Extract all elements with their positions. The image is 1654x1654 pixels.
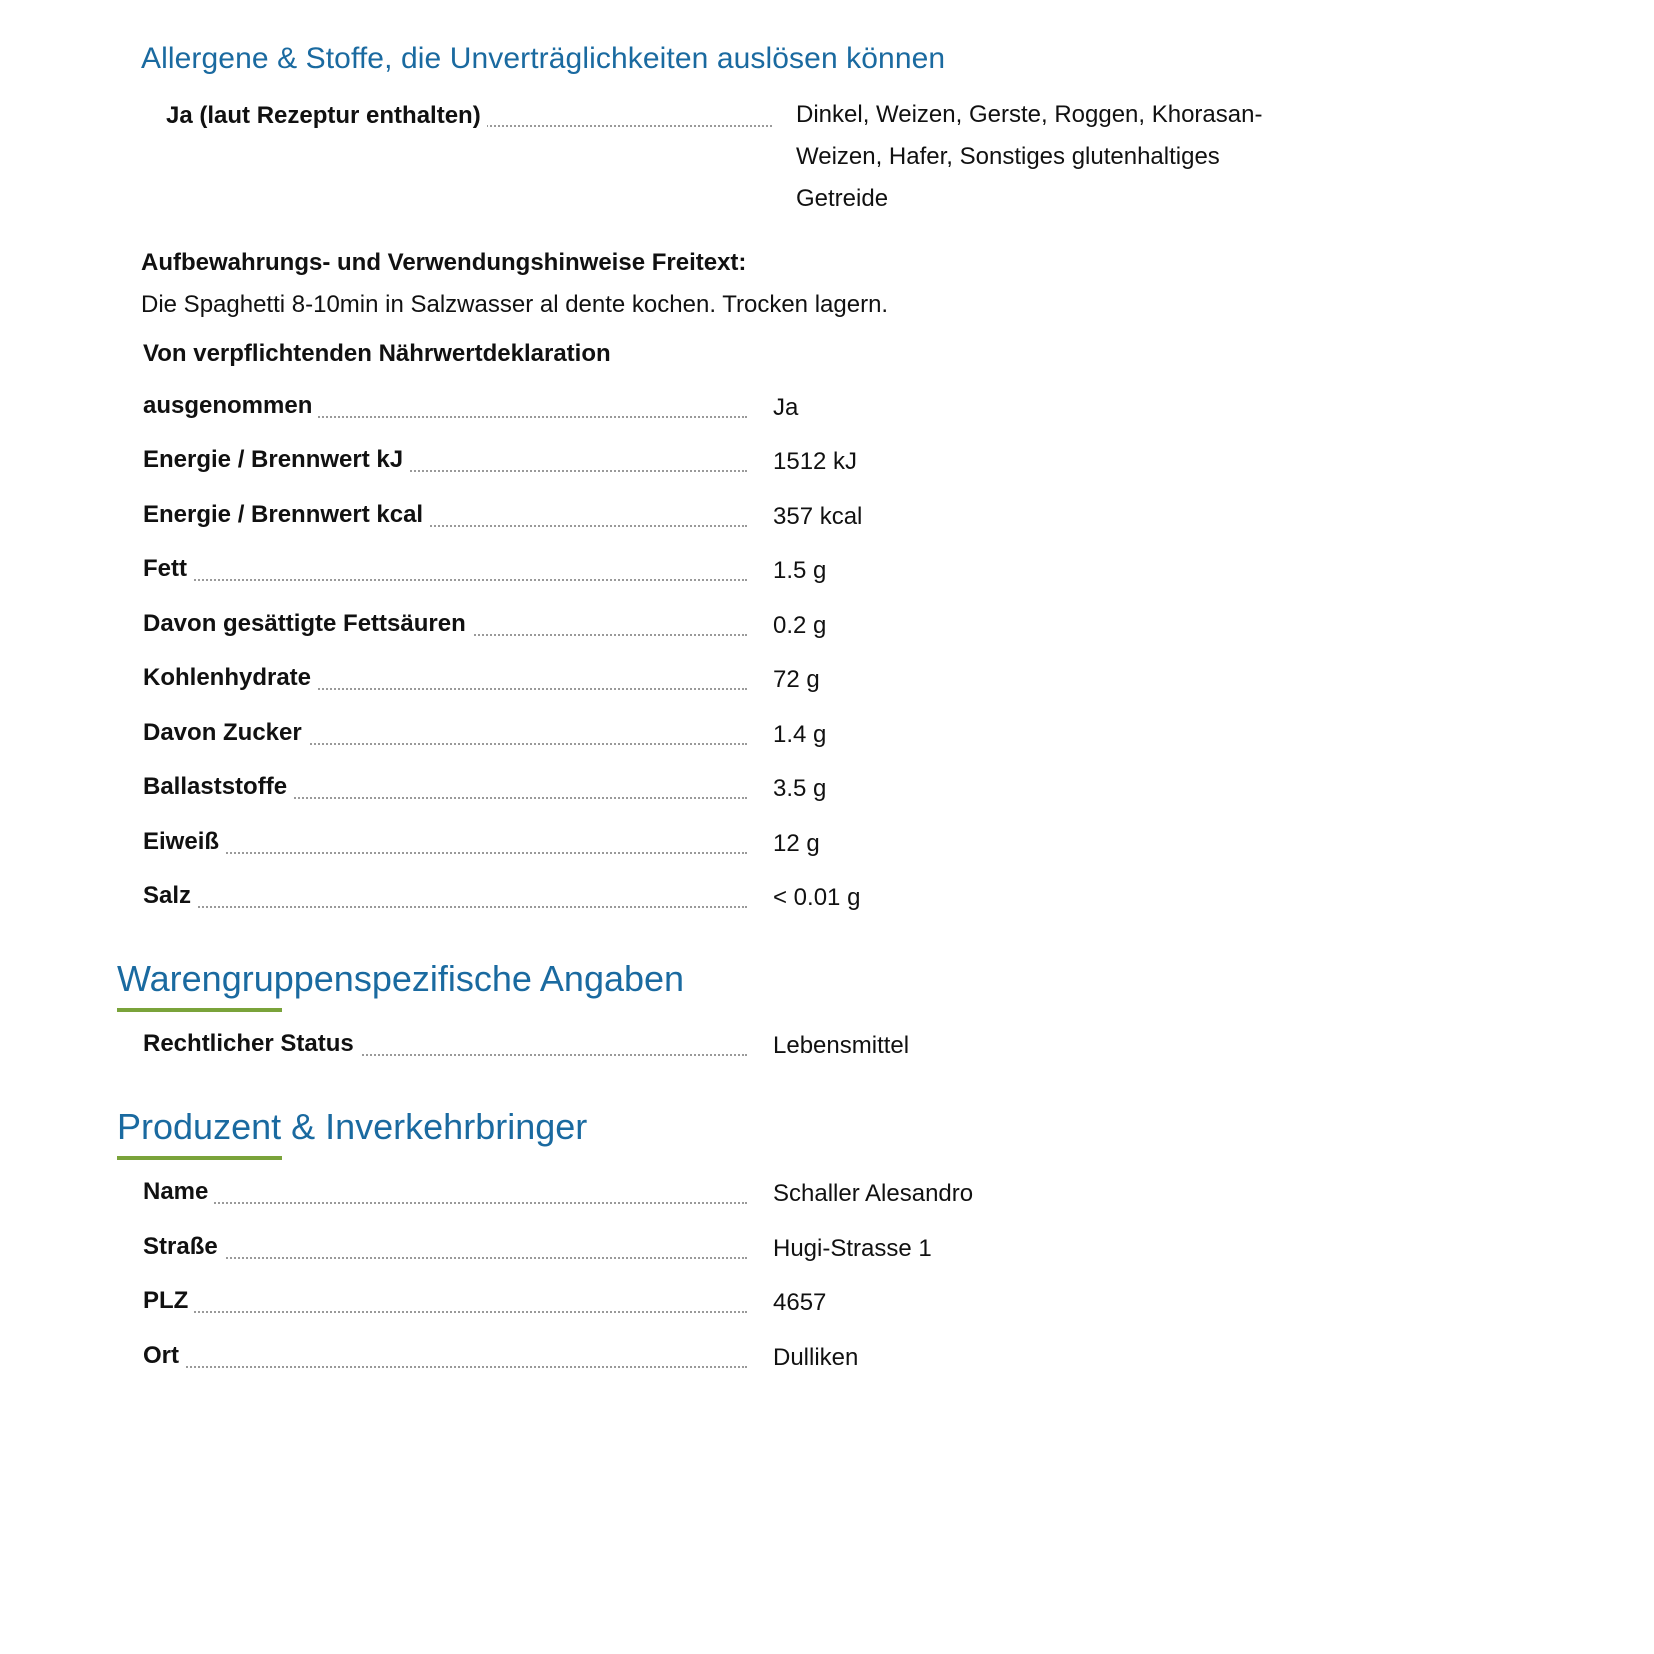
dot-leader <box>143 579 747 581</box>
dot-leader <box>143 1202 747 1204</box>
row-label: Salz <box>143 882 197 910</box>
storage-hints-title: Aufbewahrungs- und Verwendungshinweise Freitext: <box>141 249 747 276</box>
row-label: Name <box>143 1178 214 1206</box>
row-value: 3.5 g <box>773 775 827 802</box>
row-value: 0.2 g <box>773 612 827 639</box>
row-value: 1.4 g <box>773 721 827 748</box>
row-label: Straße <box>143 1233 224 1261</box>
row-value: Hugi-Strasse 1 <box>773 1235 932 1262</box>
row-value: Dulliken <box>773 1344 859 1371</box>
dot-leader <box>143 1311 747 1313</box>
dot-leader <box>143 1257 747 1259</box>
dot-leader <box>143 852 747 854</box>
heading-underline <box>117 1156 282 1160</box>
row-label: Energie / Brennwert kcal <box>143 501 429 529</box>
row-label: Rechtlicher Status <box>143 1030 360 1058</box>
dot-leader <box>143 906 747 908</box>
row-value: 1.5 g <box>773 557 827 584</box>
row-label: Eiweiß <box>143 828 225 856</box>
allergens-value: Dinkel, Weizen, Gerste, Roggen, Khorasan-Weizen, Hafer, Sonstiges glutenhaltiges Getreide <box>796 101 1263 212</box>
row-value: 1512 kJ <box>773 448 858 475</box>
row-value: 357 kcal <box>773 503 863 530</box>
row-label: ausgenommen <box>143 392 318 420</box>
row-value: 4657 <box>773 1289 827 1316</box>
row-label: Ort <box>143 1342 185 1370</box>
row-value: 72 g <box>773 666 820 693</box>
dot-leader <box>143 1366 747 1368</box>
storage-hints-text: Die Spaghetti 8-10min in Salzwasser al dente kochen. Trocken lagern. <box>141 291 889 318</box>
row-label: Fett <box>143 555 193 583</box>
row-value: 12 g <box>773 830 820 857</box>
row-value: Ja <box>773 394 799 421</box>
row-label: Davon gesättigte Fettsäuren <box>143 610 472 638</box>
row-value: Lebensmittel <box>773 1032 910 1059</box>
row-label: Davon Zucker <box>143 719 308 747</box>
row-value: < 0.01 g <box>773 884 861 911</box>
product-group-heading: Warengruppenspezifische Angaben <box>117 958 685 999</box>
allergens-label: Ja (laut Rezeptur enthalten) <box>166 102 487 130</box>
row-label: Kohlenhydrate <box>143 664 317 692</box>
producer-heading: Produzent & Inverkehrbringer <box>117 1106 588 1147</box>
row-value: Schaller Alesandro <box>773 1180 974 1207</box>
row-label: PLZ <box>143 1287 194 1315</box>
heading-underline <box>117 1008 282 1012</box>
nutrition-title: Von verpflichtenden Nährwertdeklaration <box>143 340 611 367</box>
row-label: Energie / Brennwert kJ <box>143 446 409 474</box>
row-label: Ballaststoffe <box>143 773 293 801</box>
allergens-heading: Allergene & Stoffe, die Unverträglichkeiten auslösen können <box>141 42 946 75</box>
